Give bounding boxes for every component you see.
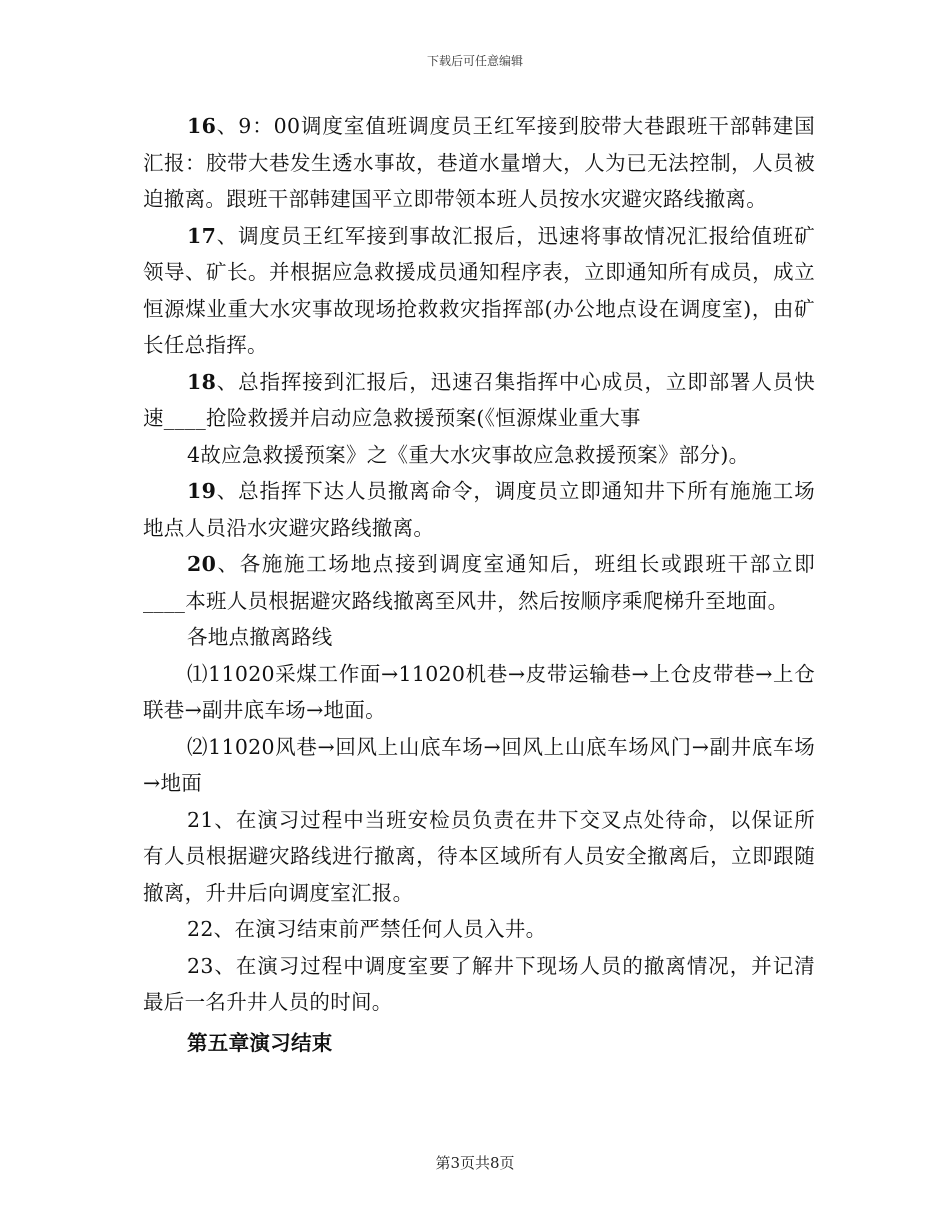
- item-number: 16: [187, 114, 217, 138]
- item-number: 18: [187, 369, 217, 394]
- route-1: ⑴11020采煤工作面→11020机巷→皮带运输巷→上仓皮带巷→上仓联巷→副井底车场→地面。: [143, 661, 815, 722]
- paragraph-18-continued: 4故应急救援预案》之《重大水灾事故应急救援预案》部分)。: [187, 442, 750, 467]
- page-footer: 第3页共8页: [435, 1154, 515, 1172]
- paragraph-text: 、调度员王红军接到事故汇报后，迅速将事故情况汇报给值班矿领导、矿长。并根据应急救援成员通知程序表，立即通知所有成员，成立恒源煤业重大水灾事故现场抢救救灾指挥部(办公地点设在调度室)，由矿长任总指挥。: [143, 223, 815, 357]
- page-header: 下载后可任意编辑: [426, 54, 523, 68]
- paragraph-text: 、总指挥下达人员撤离命令，调度员立即通知井下所有施施工场地点人员沿水灾避灾路线撤离。: [143, 479, 815, 540]
- paragraph-23: 23、在演习过程中调度室要了解井下现场人员的撤离情况，并记清最后一名升井人员的时间。: [143, 953, 815, 1014]
- paragraph-18: [143, 364, 815, 437]
- evacuation-routes-label: 各地点撤离路线: [187, 625, 333, 649]
- route-2: ⑵11020风巷→回风上山底车场→回风上山底车场风门→副井底车场→地面: [143, 734, 815, 795]
- document-body: [143, 108, 815, 1061]
- paragraph-16: [143, 108, 815, 218]
- paragraph-text: 、各施施工场地点接到调度室通知后，班组长或跟班干部立即____本班人员根据避灾路线撤离至风井，然后按顺序乘爬梯升至地面。: [143, 552, 815, 613]
- paragraph-22: 22、在演习结束前严禁任何人员入井。: [187, 917, 547, 941]
- item-number: 20: [187, 552, 217, 576]
- paragraph-21: 21、在演习过程中当班安检员负责在井下交叉点处待命，以保证所有人员根据避灾路线进行撤离，待本区域所有人员安全撤离后，立即跟随撤离，升井后向调度室汇报。: [143, 807, 815, 905]
- chapter-heading: 第五章演习结束: [187, 1030, 333, 1055]
- paragraph-19: [143, 473, 815, 546]
- item-number: 17: [187, 223, 217, 248]
- paragraph-17: [143, 218, 815, 364]
- paragraph-text: 、总指挥接到汇报后，迅速召集指挥中心成员，立即部署人员快速____抢险救援并启动应急救援预案(《恒源煤业重大事: [143, 369, 815, 430]
- paragraph-text: 、9：00调度室值班调度员王红军接到胶带大巷跟班干部韩建国汇报：胶带大巷发生透水事故，巷道水量增大，人为已无法控制，人员被迫撤离。跟班干部韩建国平立即带领本班人员按水灾避灾路线撤离。: [143, 114, 815, 211]
- paragraph-20: [143, 546, 815, 619]
- item-number: 19: [187, 479, 217, 503]
